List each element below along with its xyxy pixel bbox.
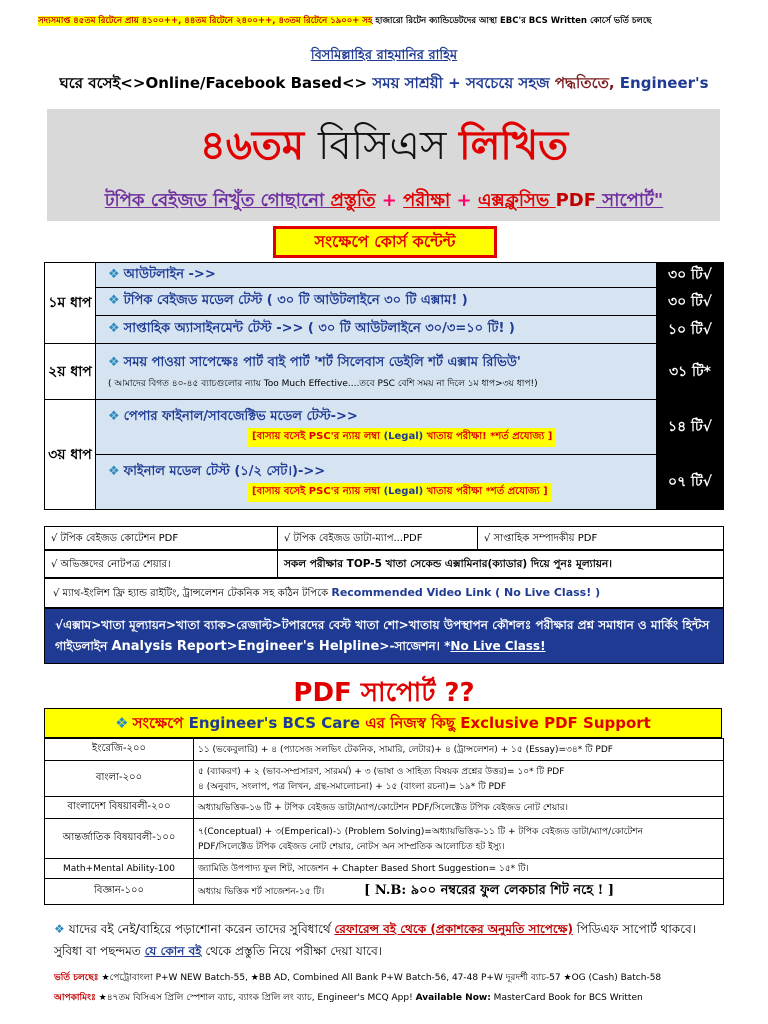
ongoing-batches — [54, 970, 724, 985]
upcoming-avail: Available Now: — [415, 993, 491, 1003]
diamond-icon: ❖ — [108, 354, 120, 370]
step1-row3-text: সাপ্তাহিক অ্যাসাইনমেন্ট টেস্ট ->> ( ৩০ টি আউটলাইনে ৩০/৩=১০ টি! ) — [123, 321, 515, 336]
feature-item: সকল পরীক্ষার TOP-5 খাতা সেকেন্ড এক্সামিনার(ক্যাডার) দিয়ে পুনঃ মূল্যায়ন। — [284, 558, 612, 570]
diamond-icon: ❖ — [108, 464, 120, 479]
step2-note: ( আমাদের বিগত ৪০-৪৫ ব্যাচগুলোর ন্যায় Too Much Effective....তবে PSC বেশি সময় না দিলে ১ম ধাপ>৩য় ধাপ!) — [108, 378, 538, 389]
step3-row1-text: পেপার ফাইনাল/সাবজেক্টিভ মডেল টেস্ট->> — [123, 409, 358, 424]
step3-row — [96, 400, 657, 455]
tagline — [0, 72, 768, 97]
subject-name: বিজ্ঞান-১০০ — [45, 879, 194, 905]
hero-sub7: PDF — [555, 190, 597, 211]
step2-label: ২য় ধাপ — [45, 344, 96, 400]
nb-note: [ N.B: ৯০০ নম্বরের ফুল লেকচার শিট নহে ! ] — [364, 883, 615, 898]
warn-c: খাতায় পরীক্ষা! *শর্ত প্রযোজ্য ] — [423, 431, 553, 442]
step1-row — [96, 288, 657, 316]
hero-sub8: সাপোর্ট" — [596, 190, 664, 211]
feature-row3-a: √ ম্যাথ-ইংলিশ ফ্রি হ্যান্ড রাইটিং, ট্রান্সলেশন টেকনিক সহ কঠিন টপিকে — [53, 588, 332, 599]
step1-row — [96, 263, 657, 288]
footer-a: যাদের বই নেই/বাহিরে পড়াশোনা করেন তাদের সুবিধার্থে — [68, 922, 335, 936]
feature-row4-c: >-সাজেশন। * — [379, 639, 451, 653]
tagline-part2: সময় সাশ্রয়ী + সবচেয়ে সহজ — [372, 74, 555, 92]
pdf-support-heading: PDF সাপোর্ট ?? — [293, 678, 475, 708]
top-banner — [38, 14, 728, 28]
feature-item: √ টপিক বেইজড কোটেশন PDF — [45, 527, 278, 549]
subject-detail-line: ৪ (অনুবাদ, সংলাপ, পত্র লিখন, গ্রন্থ-সমালোচনা) + ১৫ (বাংলা রচনা)= ১৯* টি PDF — [198, 781, 507, 792]
features-row3 — [44, 578, 724, 608]
feature-item: √ টপিক বেইজড ডাটা-ম্যাপ...PDF — [278, 527, 478, 549]
warn-c: খাতায় পরীক্ষা *শর্ত প্রযোজ্য ] — [423, 486, 548, 497]
step1-label: ১ম ধাপ — [45, 263, 96, 344]
diamond-icon: ❖ — [108, 266, 120, 282]
diamond-icon: ❖ — [115, 714, 129, 732]
step1-row2-count: ৩০ টি√ — [657, 288, 724, 316]
diamond-icon: ❖ — [108, 409, 120, 424]
hero-end: লিখিত — [459, 123, 569, 169]
subject-name: বাংলা-২০০ — [45, 761, 194, 797]
footer-b: রেফারেন্স বই থেকে (প্রকাশকের অনুমতি সাপেক্ষে) — [334, 922, 573, 936]
hero-sub3: + — [375, 190, 404, 211]
step1-row1-text: আউটলাইন ->> — [123, 266, 216, 282]
step1-row3-count: ১০ টি√ — [657, 316, 724, 344]
legal-warning — [248, 428, 556, 447]
warn-b: (Legal) — [383, 486, 424, 497]
footer-note — [54, 918, 724, 962]
step1-row — [96, 316, 657, 344]
subject-detail-line: ৭(Conceptual) + ৩(Emperical)-১ (Problem Solving)=অধ্যায়ভিত্তিক-১১ টি + টপিক বেইজড ডাটা/ম্যাপ/কোটেশন — [198, 826, 643, 837]
top-banner-rest: হাজারো রিটেন ক্যান্ডিডেটদের আস্থা EBC'র BCS Written কোর্সে ভর্তি চলছে — [372, 16, 652, 26]
care-a: সংক্ষেপে — [132, 714, 189, 732]
subject-name: ইংরেজি-২০০ — [45, 739, 194, 761]
step2-count: ৩১ টি* — [657, 344, 724, 400]
hero-title — [0, 114, 768, 181]
hero-sub2: প্রস্তুতি — [330, 190, 376, 211]
care-b: Engineer's BCS Care — [188, 714, 360, 732]
hero-num: ৪৬তম — [199, 123, 318, 169]
upcoming-text: ★৪৭তম বিসিএস প্রিলি স্পেশাল ব্যাচ, ব্যাংক প্রিলি লং ব্যাচ, Engineer's MCQ App! — [95, 993, 416, 1003]
step3-row — [96, 455, 657, 510]
upcoming-batches — [54, 990, 724, 1005]
step1-row2-text: টপিক বেইজড মডেল টেস্ট ( ৩০ টি আউটলাইনে ৩০ টি এক্সাম! ) — [123, 293, 468, 308]
warn-a: [বাসায় বসেই PSC'র ন্যায় লম্বা — [252, 431, 384, 442]
subject-detail: অধ্যায়ভিত্তিক-১৬ টি + টপিক বেইজড ডাটা/ম্যাপ/কোটেশন PDF/সিলেক্টেড টপিক বেইজড নোট শেয়ার। — [194, 797, 724, 819]
care-d: Exclusive PDF Support — [460, 714, 651, 732]
ongoing-label: ভর্তি চলছেঃ — [54, 973, 99, 983]
steps-table — [44, 262, 724, 510]
upcoming-label: আপকামিংঃ — [54, 993, 96, 1003]
footer-e: থেকে প্রস্তুতি নিয়ে পরীক্ষা দেয়া যাবে। — [201, 944, 383, 958]
warn-a: [বাসায় বসেই PSC'র ন্যায় লম্বা — [252, 486, 384, 497]
subject-detail-line: ৫ (ব্যাকরণ) + ২ (ভাব-সম্প্রসারণ, সারমর্ম) + ৩ (ভাষা ও সাহিত্য বিষয়ক প্রশ্নের উত্তর)= ১০* টি PDF — [198, 766, 565, 777]
diamond-icon: ❖ — [108, 293, 120, 308]
feature-item: √ সাপ্তাহিক সম্পাদকীয় PDF — [484, 533, 598, 544]
features-row4 — [44, 608, 724, 664]
bismillah-heading: বিসমিল্লাহির রাহমানির রাহিম — [310, 48, 458, 63]
footer-c: পিডিএফ সাপোর্ট থাকবে। সুবিধা বা পছন্দমত — [54, 922, 696, 958]
course-summary-label: সংক্ষেপে কোর্স কন্টেন্ট — [273, 226, 497, 258]
subject-name: বাংলাদেশ বিষয়াবলী-২০০ — [45, 797, 194, 819]
tagline-part3: পদ্ধতিতে, — [554, 74, 620, 92]
diamond-icon: ❖ — [108, 321, 120, 336]
warn-b: (Legal) — [383, 431, 424, 442]
subject-detail — [194, 879, 724, 905]
feature-row4-d: No Live Class! — [450, 639, 546, 653]
care-banner — [44, 708, 722, 738]
subject-detail: ১১ (ভকেবুলারি) + ৪ (প্যাসেজ সলভিং টেকনিক, সামারি, লেটার)+ ৪ (ট্রান্সলেশন) + ১৫ (Essay)=৩৪* টি PDF — [194, 739, 724, 761]
hero-sub1: টপিক বেইজড নিখুঁত গোছানো — [104, 190, 331, 211]
subject-detail — [194, 761, 724, 797]
step2-row — [96, 344, 657, 400]
upcoming-text2: MasterCard Book for BCS Written — [490, 993, 643, 1003]
tagline-part4: Engineer's — [619, 74, 709, 92]
ongoing-text: ★পেট্রোবাংলা P+W NEW Batch-55, ★BB AD, Combined All Bank P+W Batch-56, 47-48 P+W দূরদর্শী ব্যাচ-57 ★OG (Cash) Batch-58 — [98, 973, 662, 983]
subject-detail — [194, 819, 724, 859]
hero-sub6: এক্সক্লুসিভ — [477, 190, 556, 211]
hero-sub5: + — [450, 190, 478, 211]
step3-row2-count: ০৭ টি√ — [657, 455, 724, 510]
subjects-table — [44, 738, 724, 905]
features-row2 — [44, 550, 724, 578]
top-banner-highlight: সদ্যসমাপ্ত ৪৫তম রিটেনে প্রায় ৪১০০++, ৪৪তম রিটেনে ২৪০০++, ৪৩তম রিটেনে ১৯০০+ সহ — [38, 16, 373, 26]
footer-d: যে কোন বই — [144, 944, 202, 958]
hero-mid: বিসিএস — [317, 123, 460, 169]
step1-row1-count: ৩০ টি√ — [657, 263, 724, 288]
step3-row1-count: ১৪ টি√ — [657, 400, 724, 455]
step3-label: ৩য় ধাপ — [45, 400, 96, 510]
tagline-part1: ঘরে বসেই<>Online/Facebook Based<> — [59, 74, 373, 92]
legal-warning — [248, 483, 552, 502]
feature-row4-b: Analysis Report>Engineer's Helpline — [111, 639, 380, 654]
subject-name: Math+Mental Ability-100 — [45, 859, 194, 879]
subject-name: আন্তর্জাতিক বিষয়াবলী-১০০ — [45, 819, 194, 859]
feature-item: √ অভিজ্ঞদের নোটপত্র শেয়ার। — [45, 551, 278, 577]
hero-sub4: পরীক্ষা — [403, 190, 451, 211]
features-row1 — [44, 526, 724, 550]
diamond-icon: ❖ — [54, 922, 65, 936]
feature-row3-b: Recommended Video Link ( No Live Class! ) — [331, 586, 601, 599]
subject-detail: জ্যামিতি উপপাদ্য ফুল শিট, সাজেশন + Chapter Based Short Suggestion= ১৫* টি। — [194, 859, 724, 879]
subject-detail-line: অধ্যায় ভিত্তিক শর্ট সাজেশন-১৫ টি। — [198, 887, 325, 897]
care-c: এর নিজস্ব কিছু — [360, 714, 461, 732]
feature-row4-a: √এক্সাম>খাতা মূল্যায়ন>খাতা ব্যাক>রেজাল্ট>টপারদের বেস্ট খাতা শো>খাতায় উপস্থাপন কৌশলঃ পরীক্ষার প্রশ্ন সমাধান ও মার্কিং হিন্টস গাইডলাইন — [55, 618, 710, 653]
hero-subtitle — [0, 186, 768, 217]
subject-detail-line: PDF/সিলেক্টেড টপিক বেইজড নোট শেয়ার, নোটস অন সাম্প্রতিক আলোচিত হট ইস্যু। — [198, 841, 505, 852]
step2-text: সময় পাওয়া সাপেক্ষেঃ পার্ট বাই পার্ট 'শর্ট সিলেবাস ডেইলি শর্ট এক্সাম রিভিউ' — [123, 354, 521, 370]
step3-row2-text: ফাইনাল মডেল টেস্ট (১/২ সেট।)->> — [123, 464, 326, 479]
